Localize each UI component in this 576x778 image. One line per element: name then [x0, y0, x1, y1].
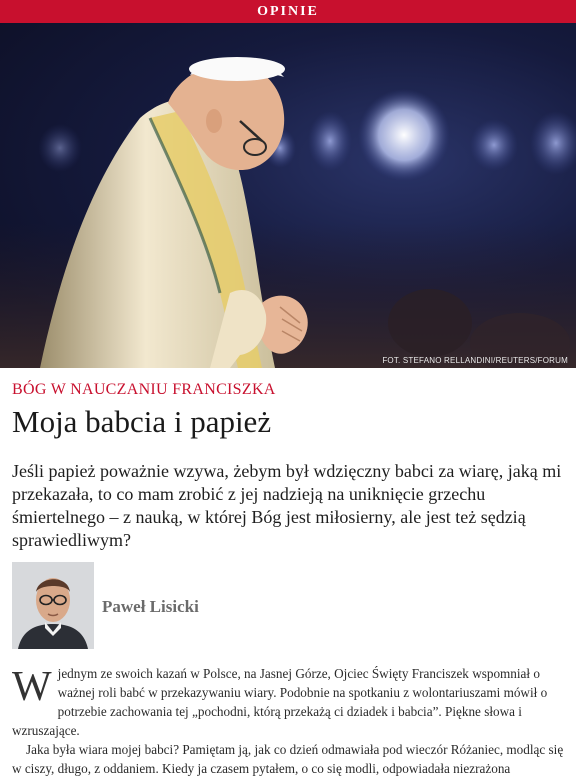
- author-portrait-photo: [12, 562, 94, 649]
- section-header: [0, 0, 576, 23]
- author-name: Paweł Lisicki: [102, 597, 199, 616]
- drop-cap: W: [12, 664, 52, 710]
- article-kicker: BÓG W NAUCZANIU FRANCISZKA: [12, 381, 276, 398]
- article-paragraph: Jaka była wiara mojej babci? Pamiętam ją, jak co dzień odmawiała pod wieczór Różaniec, modląc się w ciszy, długo, z oddaniem. Kiedy ja czasem pytałem, o co się modli, odpowiadała niezrażona: [12, 742, 564, 776]
- author-avatar: [12, 562, 94, 649]
- article-lead: Jeśli papież poważnie wzywa, żebym był wdzięczny babci za wiarę, jaką mi przekazała, to co mam zrobić z jej nadzieją na uniknięcie grzechu śmiertelnego – z nauką, w której Bóg jest miłosierny, ale jest też sędzią sprawiedliwym?: [12, 461, 562, 550]
- section-label: OPINIE: [257, 3, 319, 19]
- pope-praying-photo: [0, 23, 576, 368]
- article-title: Moja babcia i papież: [12, 404, 272, 439]
- photo-credit: FOT. STEFANO RELLANDINI/REUTERS/FORUM: [382, 356, 568, 365]
- hero-photo: [0, 23, 576, 368]
- article-body: [12, 664, 564, 778]
- article-paragraph: jednym ze swoich kazań w Polsce, na Jasnej Górze, Ojciec Święty Franciszek wspomniał o ważnej roli babć w przekazywaniu wiary. Podobnie na spotkaniu z wolontariuszami mówił o potrzebie zachowania tej „pochodni, którą przekażą ci dziadek i babcia”. Piękne słowa i wzruszające.: [12, 666, 548, 738]
